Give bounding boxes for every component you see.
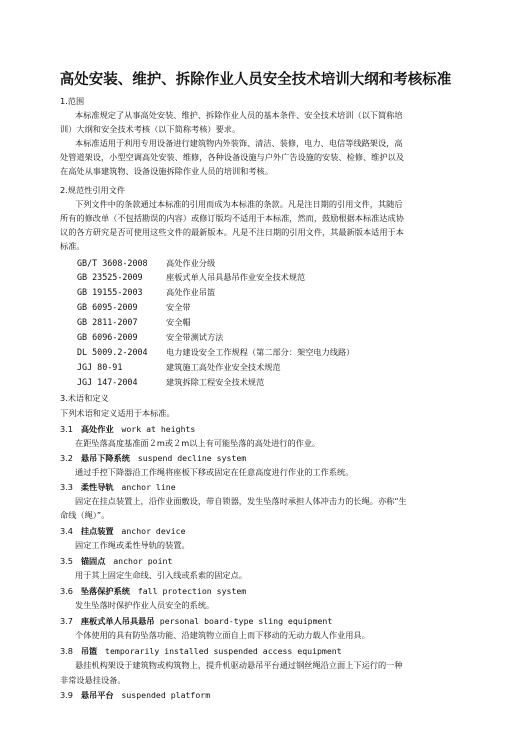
term-definition: 固定工作绳或柔性导轨的装置。	[75, 540, 190, 550]
reference-code: GB 6096-2009	[77, 332, 138, 342]
term-3-7	[60, 616, 332, 627]
paragraph-line: 标准。	[60, 241, 85, 251]
reference-code: GB 23525-2009	[77, 272, 143, 282]
term-english: personal board-type sling equipment	[159, 616, 333, 626]
paragraph-line: 训）大纲和安全技术考核（以下简称考核）要求。	[60, 124, 241, 134]
term-3-5	[60, 556, 172, 567]
paragraph-line: 处管道架设，小型空调高处安装、维修，各种设备设施与户外广告设施的安装、检修、维护以及	[60, 152, 404, 162]
term-name: 坠落保护系统	[80, 586, 130, 596]
reference-code: GB 19155-2003	[77, 287, 143, 297]
paragraph-line: 在高处从事建筑物、设备设施拆除作业人员的培训和考核。	[60, 166, 273, 176]
term-english: anchor point	[113, 556, 173, 566]
paragraph-line: 下列文件中的条款通过本标准的引用而成为本标准的条款。凡是注日期的引用文件，其随后	[75, 199, 403, 209]
term-3-4	[60, 526, 186, 537]
term-definition: 个体使用的具有防坠落功能、沿建筑物立面自上而下移动的无动力载人作业用具。	[75, 630, 370, 640]
term-number: 3.8	[60, 646, 74, 656]
reference-title: 高处作业分级	[166, 258, 216, 268]
term-definition: 悬挂机构架设于建筑物或构筑物上，提升机驱动悬吊平台通过钢丝绳沿立面上下运行的一种	[75, 660, 403, 670]
term-english: suspend decline system	[137, 453, 247, 463]
term-definition: 固定在挂点装置上，沿作业面敷设，带自锁器，发生坠落时承担人体冲击力的长绳。亦称“生	[75, 496, 407, 506]
term-number: 3.3	[60, 482, 74, 492]
section-3-intro: 下列术语和定义适用于本标准。	[60, 408, 175, 418]
term-english: work at heights	[121, 424, 196, 434]
term-number: 3.7	[60, 616, 74, 626]
term-name: 挂点装置	[80, 526, 114, 536]
term-definition: 命线（绳）”。	[60, 510, 110, 520]
document-title: 高处安装、维护、拆除作业人员安全技术培训大纲和考核标准	[59, 72, 452, 88]
reference-code: GB 6095-2009	[77, 302, 138, 312]
section-2-heading: 2.规范性引用文件	[60, 185, 126, 195]
term-3-8	[60, 646, 342, 657]
term-name: 悬吊平台	[80, 690, 114, 700]
reference-code: DL 5009.2-2004	[77, 347, 148, 357]
term-definition: 发生坠落时保护作业人员安全的系统。	[75, 600, 215, 610]
section-1-heading: 1.范围	[60, 96, 85, 106]
reference-code: JGJ 147-2004	[77, 377, 138, 387]
reference-code: GB/T 3608-2008	[77, 258, 148, 268]
reference-code: JGJ 80-91	[77, 362, 123, 372]
term-english: suspended platform	[121, 690, 211, 700]
term-definition: 在距坠落高度基准面２m或２m以上有可能坠落的高处进行的作业。	[75, 438, 321, 448]
term-name: 座板式单人吊具悬吊	[80, 616, 155, 626]
section-3-heading: 3.术语和定义	[60, 393, 109, 403]
paragraph-line: 所有的修改单（不包括勘误的内容）或修订版均不适用于本标准，然而，鼓励根据本标准达成协	[60, 213, 404, 223]
term-definition: 通过手控下降器沿工作绳将座板下移或固定在任意高度进行作业的工作系统。	[75, 467, 354, 477]
term-english: anchor device	[121, 526, 186, 536]
term-number: 3.4	[60, 526, 74, 536]
term-3-1	[60, 424, 195, 435]
term-3-9	[60, 690, 210, 701]
term-number: 3.1	[60, 424, 74, 434]
term-english: temporarily installed suspended access equipment	[105, 646, 342, 656]
term-3-2	[60, 453, 246, 464]
term-3-6	[60, 586, 246, 597]
term-definition: 用于其上固定生命线、引入线或系索的固定点。	[75, 570, 247, 580]
reference-title: 安全带测试方法	[166, 332, 224, 342]
reference-title: 电力建设安全工作规程（第二部分：架空电力线路）	[166, 347, 355, 357]
term-name: 悬吊下降系统	[80, 453, 130, 463]
reference-title: 座板式单人吊具悬吊作业安全技术规范	[166, 272, 306, 282]
term-english: fall protection system	[137, 586, 247, 596]
term-english: anchor line	[121, 482, 176, 492]
term-name: 柔性导轨	[80, 482, 114, 492]
paragraph-line: 议的各方研究是否可使用这些文件的最新版本。凡是不注日期的引用文件，其最新版本适用于本	[60, 227, 404, 237]
term-name: 高处作业	[80, 424, 114, 434]
reference-title: 建筑拆除工程安全技术规范	[166, 377, 265, 387]
term-name: 吊篮	[80, 646, 98, 656]
term-3-3	[60, 482, 176, 493]
term-definition: 非常设悬挂设备。	[60, 675, 126, 685]
reference-code: GB 2811-2007	[77, 317, 138, 327]
reference-title: 建筑施工高处作业安全技术规范	[166, 362, 281, 372]
term-number: 3.2	[60, 453, 74, 463]
term-number: 3.5	[60, 556, 74, 566]
term-number: 3.6	[60, 586, 74, 596]
paragraph-line: 本标准适用于利用专用设备进行建筑物内外装饰、清洁、装修，电力、电信等线路架设，高	[75, 138, 403, 148]
reference-title: 高处作业吊篮	[166, 287, 216, 297]
term-number: 3.9	[60, 690, 74, 700]
reference-title: 安全带	[166, 302, 191, 312]
term-name: 锚固点	[80, 556, 106, 566]
paragraph-line: 本标准规定了从事高处安装、维护、拆除作业人员的基本条件、安全技术培训（以下简称培	[75, 110, 403, 120]
reference-title: 安全帽	[166, 317, 191, 327]
